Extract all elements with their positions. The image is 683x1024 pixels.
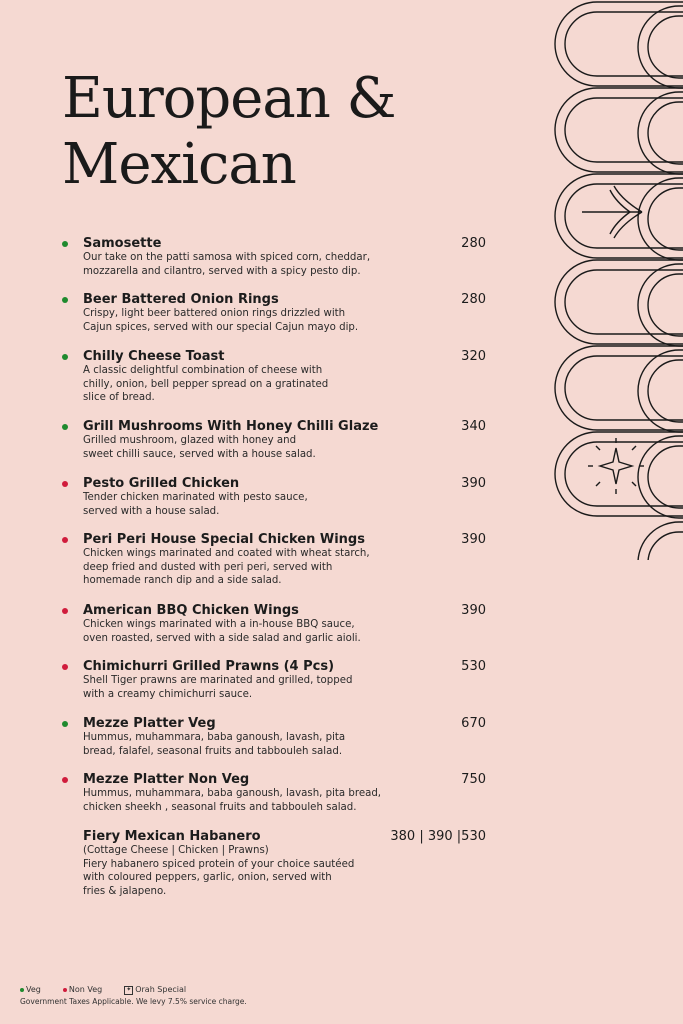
menu-item-name: Peri Peri House Special Chicken Wings xyxy=(83,532,365,547)
legend-veg-label: Veg xyxy=(26,985,41,994)
description-line: Tender chicken marinated with pesto sauce, xyxy=(83,492,308,503)
nonveg-dot-icon xyxy=(62,608,68,614)
menu-item-name: Chimichurri Grilled Prawns (4 Pcs) xyxy=(83,659,335,674)
menu-item-name: Fiery Mexican Habanero xyxy=(83,829,261,844)
special-star-icon: ✦ xyxy=(126,986,132,993)
veg-dot-icon xyxy=(62,354,68,360)
menu-item-name: Grill Mushrooms With Honey Chilli Glaze xyxy=(83,419,379,434)
nonveg-dot-icon xyxy=(62,664,68,670)
menu-item-description xyxy=(83,251,413,278)
menu-item-description xyxy=(83,547,413,588)
menu-item-price: 390 xyxy=(461,603,486,618)
menu-item-price: 670 xyxy=(461,716,486,731)
menu-item-description xyxy=(83,787,413,814)
menu-item-description xyxy=(83,434,413,461)
description-line: served with a house salad. xyxy=(83,505,220,517)
veg-dot-icon xyxy=(62,241,68,247)
description-line: with coloured peppers, garlic, onion, served with xyxy=(83,872,332,883)
legend xyxy=(20,985,247,1007)
veg-dot-icon xyxy=(20,988,24,992)
nonveg-dot-icon xyxy=(62,481,68,487)
veg-dot-icon xyxy=(62,721,68,727)
veg-dot-icon xyxy=(62,424,68,430)
description-line: Grilled mushroom, glazed with honey and xyxy=(83,435,297,446)
menu-item-price: 280 xyxy=(461,292,486,307)
description-line: Hummus, muhammara, baba ganoush, lavash, pita xyxy=(83,732,346,743)
legend-special xyxy=(124,985,186,995)
menu-item-price: 530 xyxy=(461,659,486,674)
menu-item-price: 390 xyxy=(461,476,486,491)
menu-item-description xyxy=(83,491,413,518)
menu-item-name: Samosette xyxy=(83,236,162,251)
description-line: Fiery habanero spiced protein of your choice sautéed xyxy=(83,858,355,870)
legend-nonveg-label: Non Veg xyxy=(68,985,103,994)
description-line: Chicken wings marinated with a in-house BBQ sauce, xyxy=(83,619,355,630)
description-line: (Cottage Cheese | Chicken | Prawns) xyxy=(83,845,269,856)
description-line: chilly, onion, bell pepper spread on a gratinated xyxy=(83,378,329,390)
nonveg-dot-icon xyxy=(62,537,68,543)
legend-veg xyxy=(20,985,41,995)
menu-item-description xyxy=(83,618,413,645)
description-line: homemade ranch dip and a side salad. xyxy=(83,575,282,586)
menu-item-price: 750 xyxy=(461,772,486,787)
description-line: Shell Tiger prawns are marinated and grilled, topped xyxy=(83,675,353,686)
menu-item-name: Mezze Platter Veg xyxy=(83,716,216,731)
description-line: chicken sheekh , seasonal fruits and tabbouleh salad. xyxy=(83,801,357,813)
menu-item-name: Mezze Platter Non Veg xyxy=(83,772,250,787)
menu-item-description xyxy=(83,844,413,898)
menu-item-price: 380 | 390 |530 xyxy=(390,829,486,844)
menu-item-name: Chilly Cheese Toast xyxy=(83,349,225,364)
description-line: Chicken wings marinated and coated with wheat starch, xyxy=(83,548,370,559)
menu-item-description xyxy=(83,731,413,758)
legend-nonveg xyxy=(63,985,102,995)
title-line-1: European & xyxy=(62,66,396,131)
description-line: oven roasted, served with a side salad and garlic aioli. xyxy=(83,632,361,644)
tax-note: Government Taxes Applicable. We levy 7.5% service charge. xyxy=(20,997,247,1006)
description-line: deep fried and dusted with peri peri, served with xyxy=(83,561,333,573)
description-line: fries & jalapeno. xyxy=(83,885,167,897)
menu-item-price: 390 xyxy=(461,532,486,547)
menu-item-description xyxy=(83,674,413,701)
description-line: A classic delightful combination of cheese with xyxy=(83,365,323,376)
description-line: slice of bread. xyxy=(83,392,155,403)
title-line-2: Mexican xyxy=(62,132,296,197)
description-line: bread, falafel, seasonal fruits and tabbouleh salad. xyxy=(83,745,343,757)
menu-item-price: 320 xyxy=(461,349,486,364)
description-line: mozzarella and cilantro, served with a spicy pesto dip. xyxy=(83,265,361,277)
menu-item-description xyxy=(83,307,413,334)
description-line: Our take on the patti samosa with spiced corn, cheddar, xyxy=(83,252,371,263)
nonveg-dot-icon xyxy=(62,777,68,783)
description-line: Cajun spices, served with our special Cajun mayo dip. xyxy=(83,321,359,333)
nonveg-dot-icon xyxy=(63,988,67,992)
menu-item-price: 280 xyxy=(461,236,486,251)
menu-item-name: American BBQ Chicken Wings xyxy=(83,603,299,618)
veg-dot-icon xyxy=(62,297,68,303)
description-line: sweet chilli sauce, served with a house salad. xyxy=(83,448,316,460)
menu-item-name: Beer Battered Onion Rings xyxy=(83,292,279,307)
menu-item-description xyxy=(83,364,413,405)
description-line: Crispy, light beer battered onion rings drizzled with xyxy=(83,308,346,319)
description-line: with a creamy chimichurri sauce. xyxy=(83,688,253,700)
description-line: Hummus, muhammara, baba ganoush, lavash, pita bread, xyxy=(83,788,382,799)
menu-item-price: 340 xyxy=(461,419,486,434)
menu-item-name: Pesto Grilled Chicken xyxy=(83,476,240,491)
legend-special-label: Orah Special xyxy=(135,985,187,994)
